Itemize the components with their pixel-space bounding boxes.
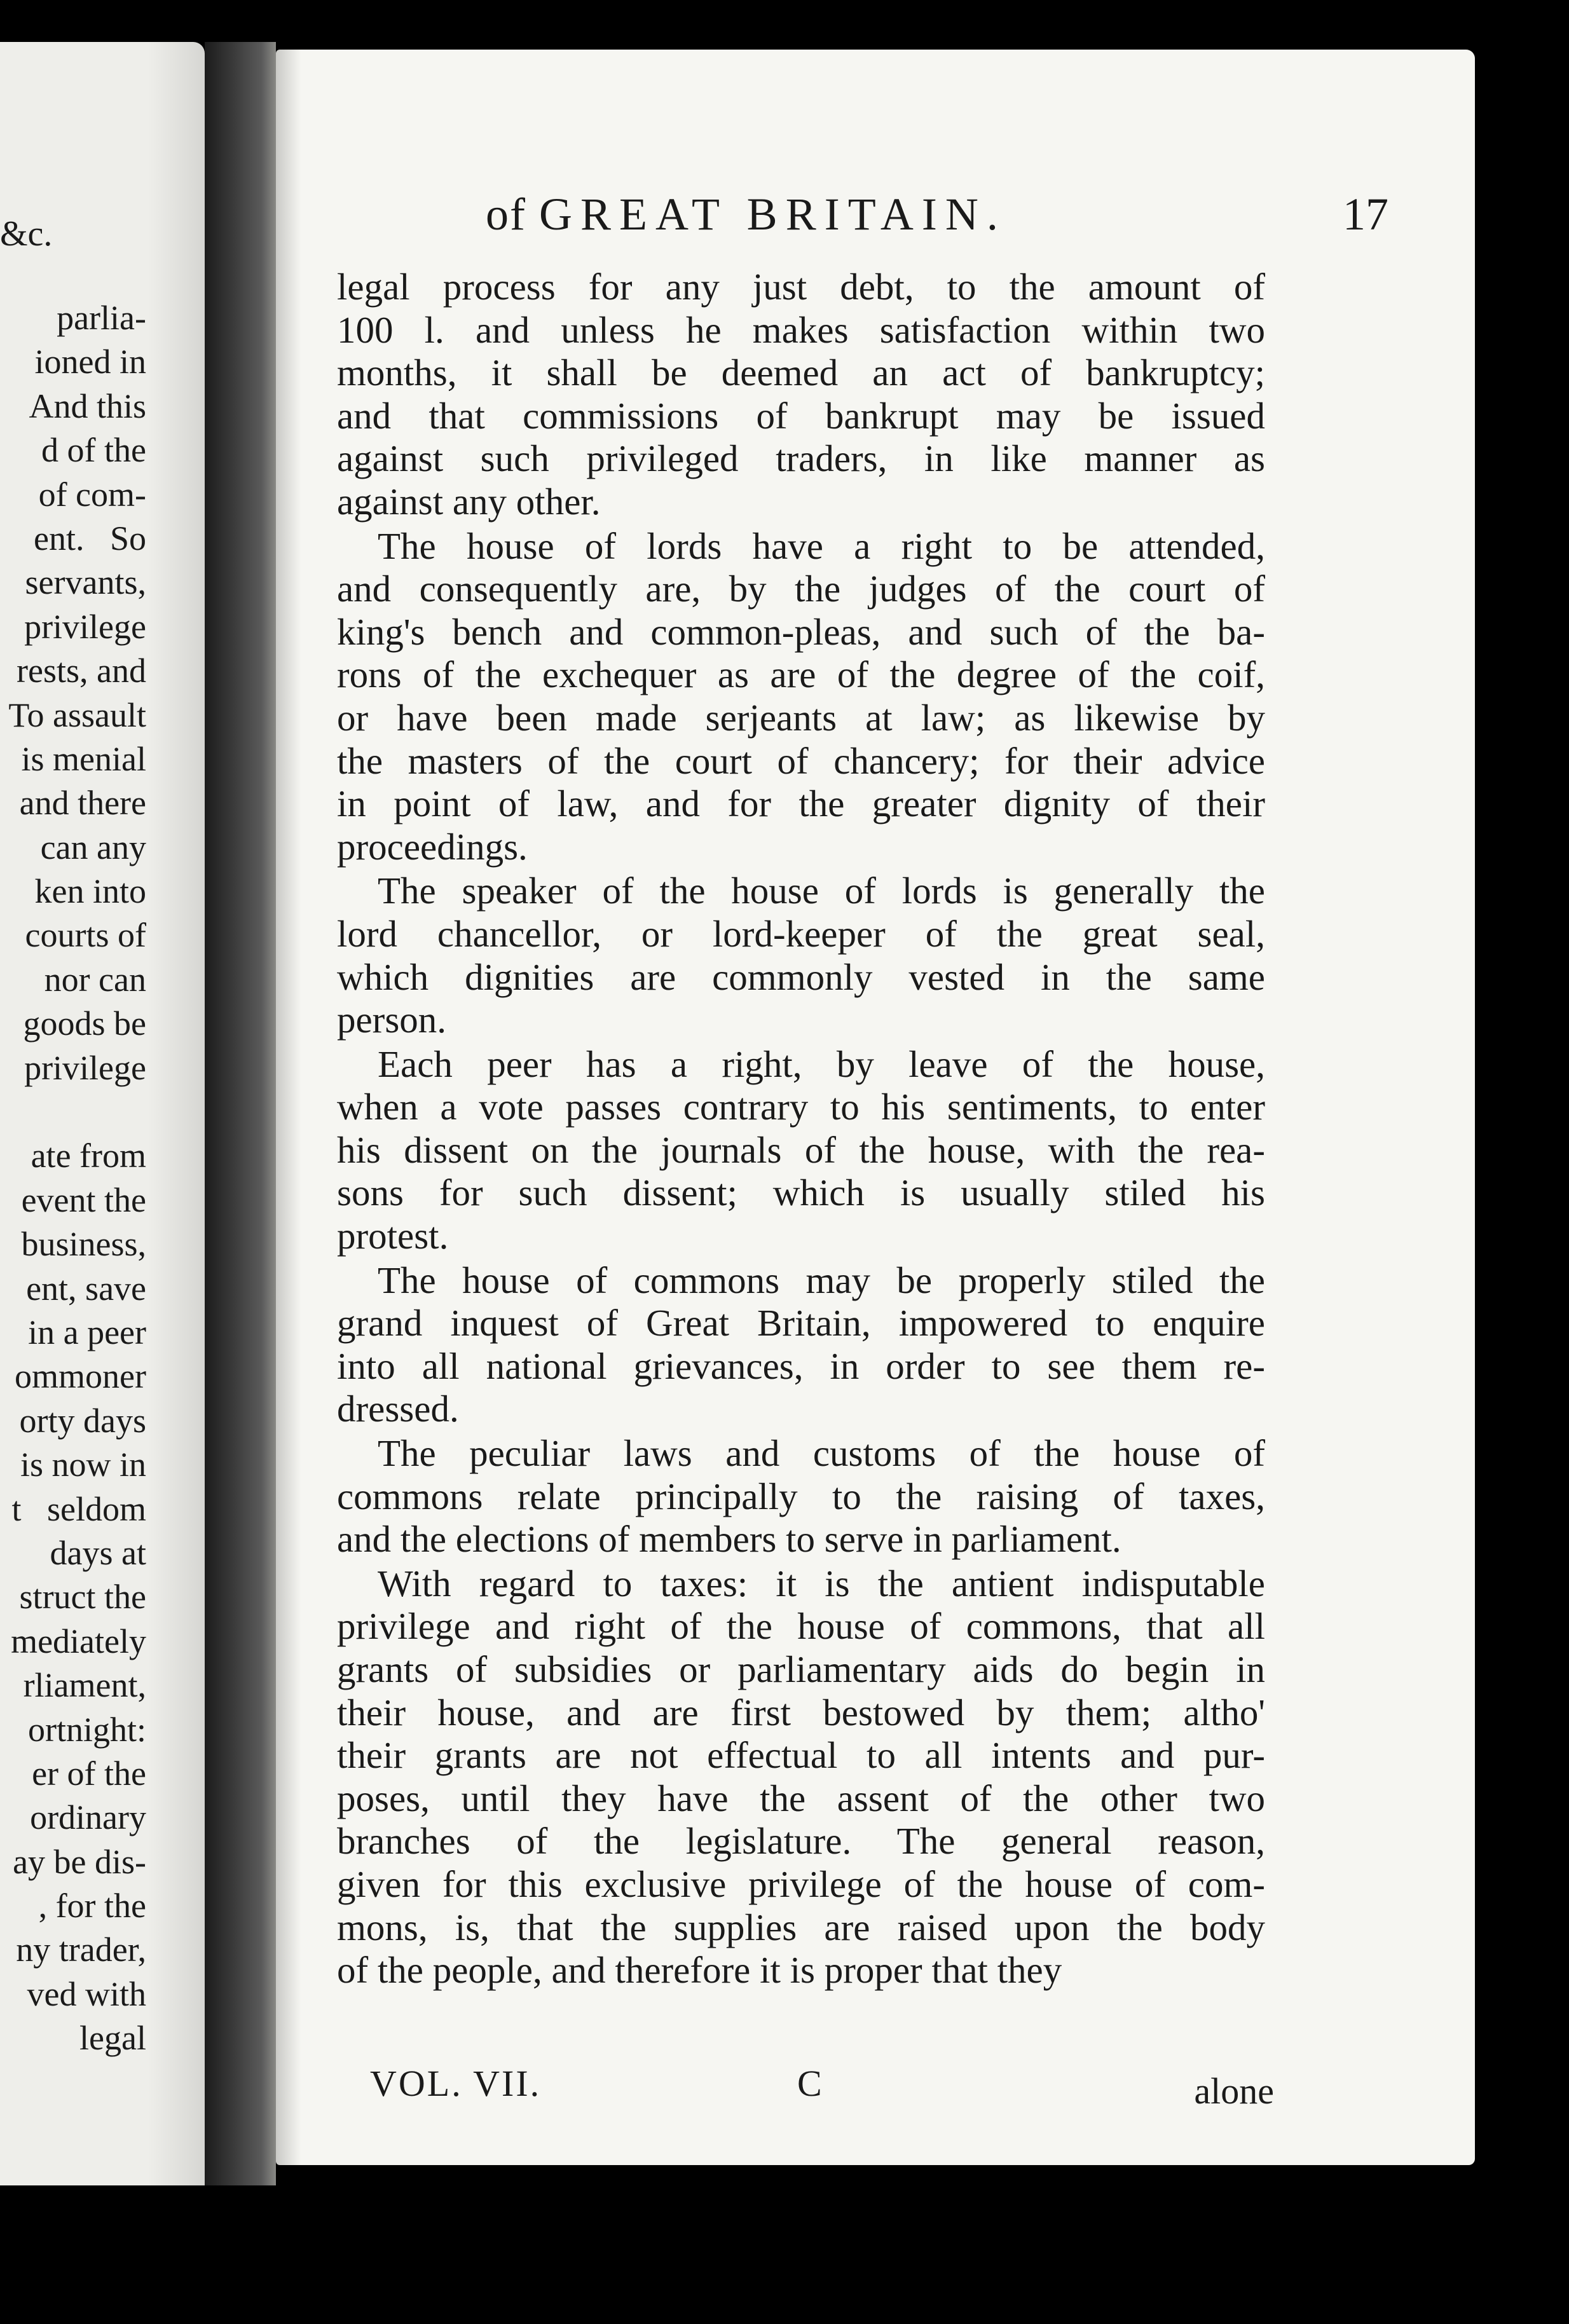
- text-line: dressed.: [337, 1388, 459, 1430]
- text-line: and that commissions of bankrupt may be issued: [337, 394, 1265, 437]
- text-line: their house, and are first bestowed by them; altho': [337, 1691, 1265, 1733]
- text-line: The speaker of the house of lords is generally the: [378, 870, 1265, 912]
- left-page-line: parlia-: [57, 299, 146, 337]
- running-head-caps: GREAT BRITAIN.: [538, 189, 1006, 240]
- left-page-line: goods be: [23, 1004, 146, 1043]
- text-line: against any other.: [337, 480, 601, 523]
- text-line: poses, until they have the assent of the other two: [337, 1777, 1265, 1819]
- text-line: king's bench and common-pleas, and such of the ba-: [337, 610, 1265, 653]
- text-line: his dissent on the journals of the house, with the rea-: [337, 1128, 1265, 1171]
- paragraph: [337, 1562, 1265, 1992]
- left-page-line: , for the: [38, 1887, 146, 1925]
- text-line: their grants are not effectual to all intents and pur-: [337, 1734, 1265, 1777]
- text-line: The house of commons may be properly stiled the: [378, 1259, 1265, 1301]
- text-line: months, it shall be deemed an act of bankruptcy;: [337, 352, 1265, 394]
- left-page-line: legal: [79, 2019, 146, 2058]
- left-page-line: rests, and: [17, 652, 146, 690]
- text-line: rons of the exchequer as are of the degree of the coif,: [337, 653, 1265, 696]
- paragraph: [337, 870, 1265, 1041]
- left-page-line: rliament,: [23, 1666, 146, 1705]
- text-line: proceedings.: [337, 825, 528, 868]
- left-page-line: is now in: [20, 1446, 146, 1484]
- paragraph: [337, 1259, 1265, 1431]
- page-number: 17: [1343, 189, 1388, 240]
- page-17: [276, 50, 1475, 2165]
- left-page-line: courts of: [25, 916, 146, 955]
- signature-mark: C: [797, 2063, 822, 2104]
- text-line: commons relate principally to the raising of taxes,: [337, 1475, 1265, 1517]
- left-page-line: ordinary: [30, 1798, 146, 1837]
- text-line: With regard to taxes: it is the antient indisputable: [378, 1562, 1265, 1604]
- paragraph: [337, 266, 1265, 524]
- left-page-line: servants,: [25, 563, 146, 602]
- left-page-line: ommoner: [15, 1357, 146, 1396]
- text-line: lord chancellor, or lord-keeper of the great seal,: [337, 912, 1265, 955]
- scan-background-right: [1475, 0, 1569, 2324]
- left-page-line: d of the: [41, 431, 146, 470]
- left-page-line: ortnight:: [28, 1710, 146, 1749]
- volume-mark: VOL. VII.: [370, 2063, 542, 2104]
- left-page-line: ny trader,: [16, 1931, 146, 1969]
- left-page-line: [8, 1090, 146, 1134]
- text-line: grants of subsidies or parliamentary aids do begin in: [337, 1648, 1265, 1690]
- text-line: legal process for any just debt, to the amount of: [337, 266, 1265, 308]
- left-page-header-fragment: &c.: [0, 214, 53, 254]
- book-gutter: [205, 42, 276, 2185]
- left-page-line: can any: [40, 828, 146, 866]
- text-line: of the people, and therefore it is proper that they: [337, 1949, 1062, 1992]
- facing-page-left: [0, 42, 205, 2185]
- left-page-line: of com-: [38, 475, 146, 514]
- paragraph: [337, 1043, 1265, 1258]
- text-line: in point of law, and for the greater dignity of their: [337, 783, 1265, 825]
- left-page-line: is menial: [21, 739, 146, 778]
- text-line: or have been made serjeants at law; as likewise by: [337, 696, 1265, 739]
- left-page-line: orty days: [19, 1401, 146, 1440]
- text-line: protest.: [337, 1215, 449, 1257]
- text-line: when a vote passes contrary to his sentiments, to enter: [337, 1086, 1265, 1128]
- left-page-line: struct the: [19, 1578, 146, 1617]
- page-edge-shadow: [276, 50, 301, 2165]
- running-head-prefix: of: [486, 189, 526, 240]
- left-page-line: ate from: [31, 1137, 146, 1175]
- left-page-line: ken into: [34, 872, 146, 911]
- left-page-line: ioned in: [34, 343, 146, 381]
- text-line: mons, is, that the supplies are raised upon the body: [337, 1906, 1265, 1948]
- text-line: given for this exclusive privilege of the house of com-: [337, 1863, 1265, 1905]
- page-footer: [370, 2062, 1274, 2126]
- text-line: against such privileged traders, in like manner as: [337, 437, 1265, 480]
- left-page-line: days at: [50, 1533, 146, 1572]
- left-page-line: and there: [19, 784, 146, 823]
- text-line: which dignities are commonly vested in the same: [337, 955, 1265, 998]
- text-line: person.: [337, 999, 447, 1041]
- left-page-line: t seldom: [11, 1489, 146, 1528]
- text-line: the masters of the court of chancery; for their advice: [337, 739, 1265, 782]
- left-page-line: nor can: [44, 960, 146, 999]
- text-line: The house of lords have a right to be attended,: [378, 524, 1265, 567]
- text-line: and the elections of members to serve in parliament.: [337, 1518, 1121, 1561]
- body-text: [337, 266, 1265, 1992]
- text-line: grand inquest of Great Britain, impowered to enquire: [337, 1302, 1265, 1344]
- running-head-title: [486, 188, 1006, 241]
- text-line: and consequently are, by the judges of the court of: [337, 568, 1265, 610]
- text-line: sons for such dissent; which is usually stiled his: [337, 1172, 1265, 1214]
- catchword: alone: [1194, 2070, 1274, 2112]
- left-page-line: privilege: [24, 1048, 146, 1087]
- left-page-line: ent. So: [33, 519, 146, 557]
- left-page-line: ent, save: [26, 1269, 146, 1308]
- left-page-line: ved with: [27, 1974, 146, 2013]
- left-page-line: To assault: [8, 695, 146, 734]
- left-page-line: And this: [29, 386, 146, 425]
- text-line: into all national grievances, in order to see them re-: [337, 1344, 1265, 1387]
- text-line: branches of the legislature. The general reason,: [337, 1820, 1265, 1863]
- left-page-line: in a peer: [28, 1313, 146, 1351]
- paragraph: [337, 525, 1265, 869]
- left-page-text-fragments: [8, 296, 146, 2061]
- text-line: privilege and right of the house of commons, that all: [337, 1605, 1265, 1648]
- left-page-line: privilege: [24, 607, 146, 646]
- left-page-line: business,: [21, 1225, 146, 1264]
- text-line: Each peer has a right, by leave of the house,: [378, 1042, 1265, 1085]
- left-page-line: er of the: [32, 1754, 146, 1793]
- left-page-line: event the: [21, 1180, 146, 1219]
- paragraph: [337, 1432, 1265, 1561]
- text-line: The peculiar laws and customs of the house of: [378, 1432, 1265, 1475]
- left-page-line: mediately: [11, 1622, 146, 1660]
- text-line: 100 l. and unless he makes satisfaction within two: [337, 308, 1265, 351]
- left-page-line: ay be dis-: [13, 1842, 146, 1881]
- left-page-shadow: [147, 42, 205, 2185]
- running-head: [486, 188, 1401, 252]
